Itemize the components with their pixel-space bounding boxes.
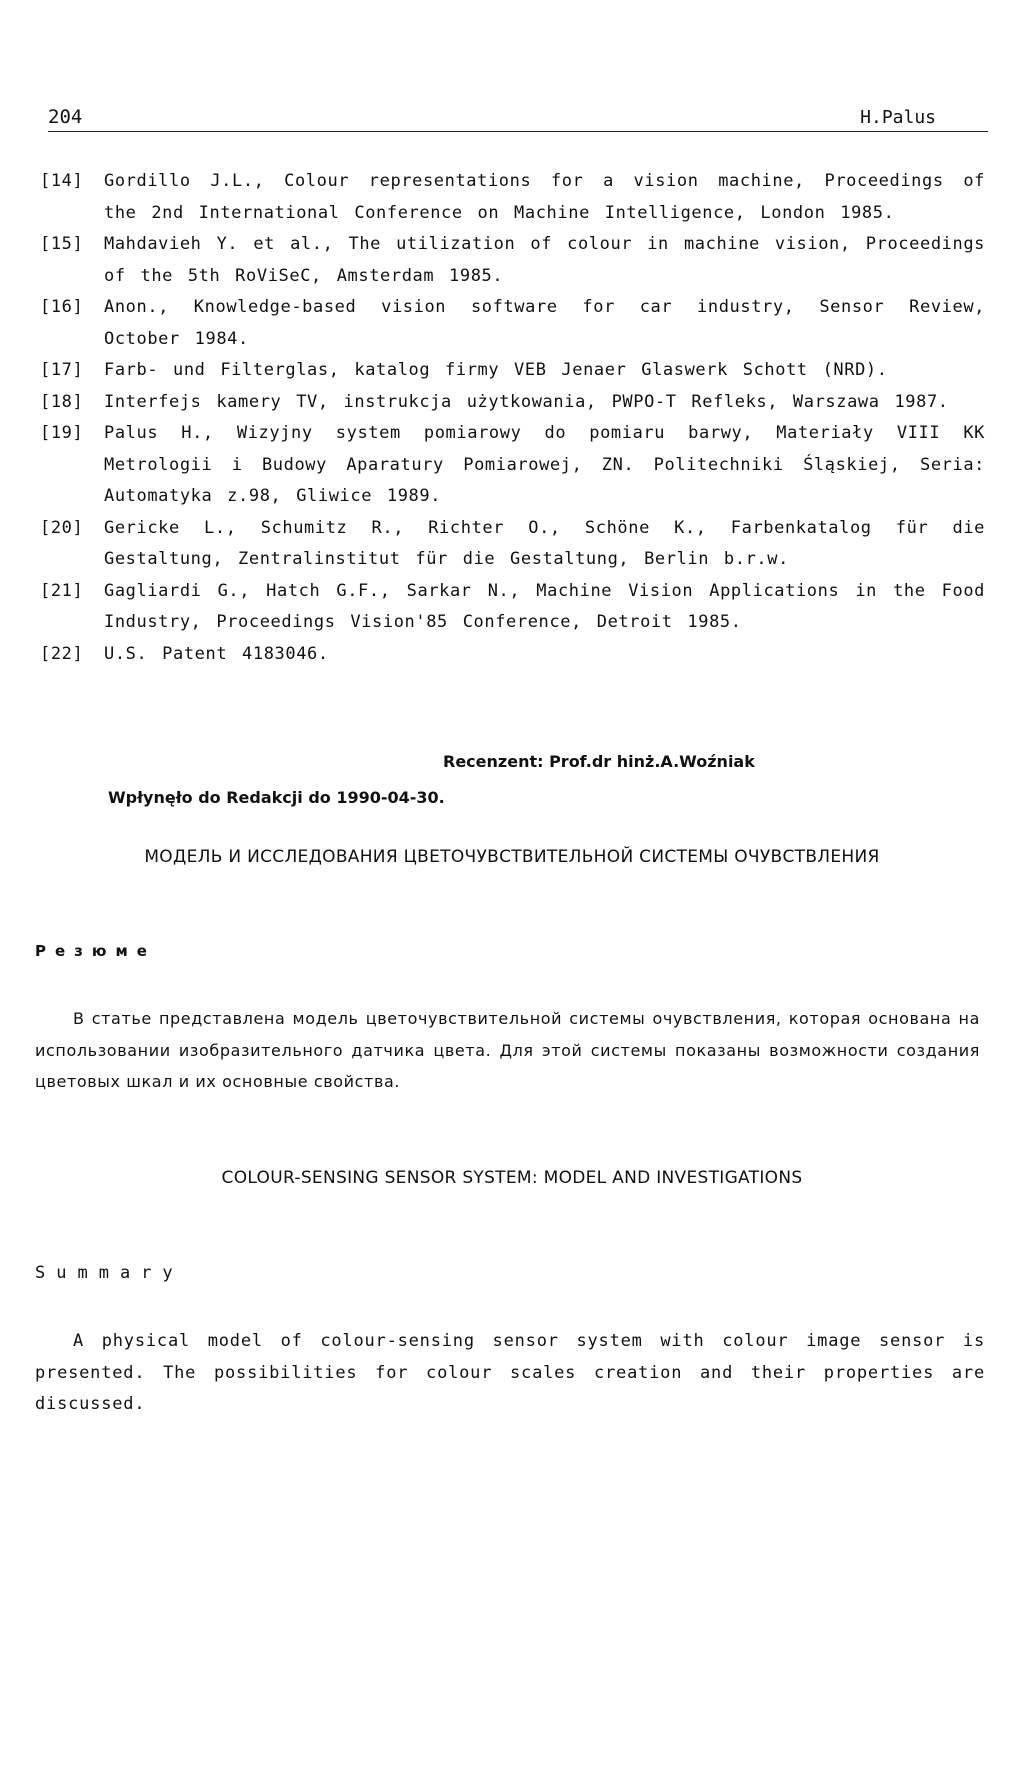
reference-number: [16]	[40, 297, 84, 317]
reference-text: Gordillo J.L., Colour representations for a vision machine, Proceedings of the 2nd International Conference on Machine Intelligence, London 1985.	[104, 171, 985, 223]
page-number: 204	[48, 106, 83, 128]
reference-text: Gagliardi G., Hatch G.F., Sarkar N., Machine Vision Applications in the Food Industry, Proceedings Vision'85 Conference, Detroit 1985.	[104, 580, 985, 632]
reference-text: Mahdavieh Y. et al., The utilization of colour in machine vision, Proceedings of the 5th RoViSeC, Amsterdam 1985.	[104, 234, 985, 286]
reference-text: Gericke L., Schumitz R., Richter O., Schöne K., Farbenkatalog für die Gestaltung, Zentralinstitut für die Gestaltung, Berlin b.r.w.	[104, 517, 985, 569]
reference-text: Farb- und Filterglas, katalog firmy VEB Jenaer Glaswerk Schott (NRD).	[104, 360, 888, 380]
reference-text: U.S. Patent 4183046.	[104, 643, 329, 664]
reference-number: [14]	[40, 171, 84, 191]
reference-item	[40, 229, 985, 292]
reference-item	[40, 166, 985, 229]
reference-item	[40, 639, 985, 671]
russian-abstract: В статье представлена модель цветочувствительной системы очувствления, которая основана на использовании изобразительного датчика цвета. Для этой системы показаны возможности создания цветовых шкал и их основные свойства.	[35, 1009, 980, 1091]
reference-text: Palus H., Wizyjny system pomiarowy do pomiaru barwy, Materiały VIII KK Metrologii i Budowy Aparatury Pomiarowej, ZN. Politechniki Śląskiej, Seria: Automatyka z.98, Gliwice 1989.	[104, 423, 985, 506]
reference-number: [22]	[40, 643, 84, 664]
reference-number: [20]	[40, 517, 84, 538]
english-title: COLOUR-SENSING SENSOR SYSTEM: MODEL AND INVESTIGATIONS	[221, 1168, 803, 1188]
reference-item	[40, 355, 985, 387]
reference-item	[40, 576, 985, 639]
reference-number: [15]	[40, 234, 84, 254]
russian-title: МОДЕЛЬ И ИССЛЕДОВАНИЯ ЦВЕТОЧУВСТВИТЕЛЬНОЙ СИСТЕМЫ ОЧУВСТВЛЕНИЯ	[144, 847, 880, 867]
english-summary-heading: Summary	[35, 1263, 184, 1283]
received-date-note: Wpłynęło do Redakcji do 1990-04-30.	[108, 788, 445, 807]
english-abstract: A physical model of colour-sensing sensor system with colour image sensor is presented. The possibilities for colour scales creation and their properties are discussed.	[35, 1331, 985, 1414]
reference-item	[40, 418, 985, 513]
running-header	[48, 103, 988, 132]
reference-list	[40, 166, 985, 670]
reference-text: Anon., Knowledge-based vision software for car industry, Sensor Review, October 1984.	[104, 297, 985, 349]
reference-item	[40, 387, 985, 419]
reference-item	[40, 513, 985, 576]
reference-number: [17]	[40, 360, 84, 380]
reviewer-note: Recenzent: Prof.dr hinż.A.Woźniak	[443, 752, 755, 771]
reference-number: [19]	[40, 423, 84, 443]
reference-number: [18]	[40, 391, 84, 412]
reference-number: [21]	[40, 580, 84, 601]
running-author: H.Palus	[860, 107, 936, 128]
russian-summary-heading: Резюме	[35, 942, 156, 960]
reference-item	[40, 292, 985, 355]
reference-text: Interfejs kamery TV, instrukcja użytkowania, PWPO-T Refleks, Warszawa 1987.	[104, 391, 949, 412]
